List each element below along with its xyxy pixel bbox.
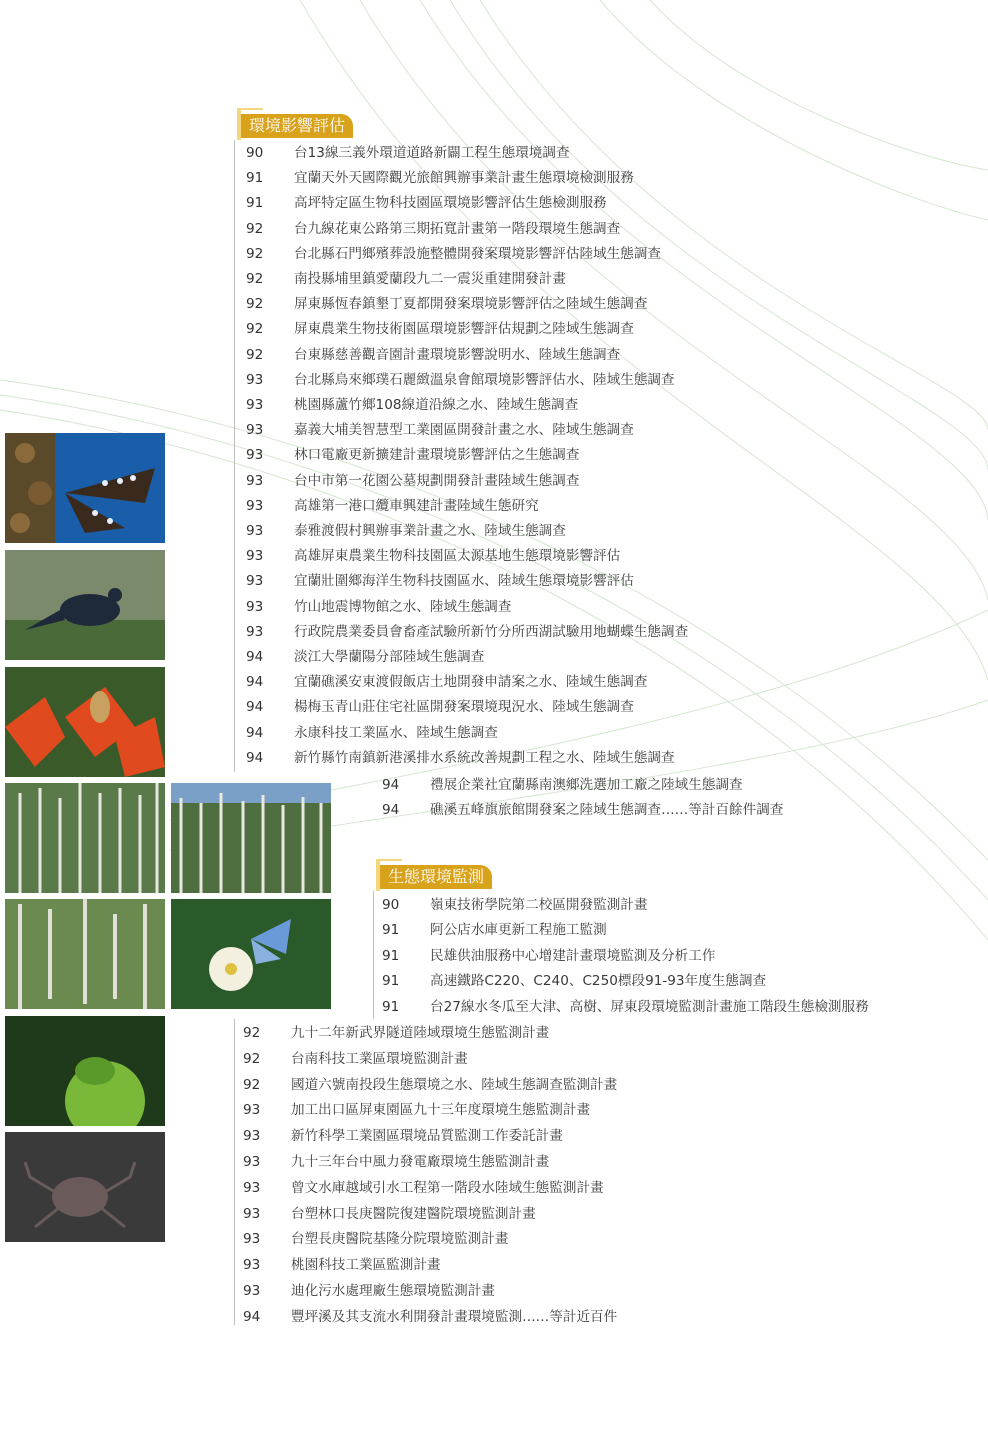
- dead-trees-photo-3: [5, 899, 165, 1009]
- list-item: [243, 1124, 563, 1149]
- project-title: 南投縣埔里鎮愛蘭段九二一震災重建開發計畫: [294, 271, 566, 287]
- list-item: [246, 469, 579, 494]
- project-year: 92: [246, 321, 264, 338]
- list-item: [243, 1279, 495, 1304]
- project-year: 92: [243, 1025, 261, 1041]
- list-item: [243, 1176, 604, 1201]
- project-year: 91: [246, 195, 264, 212]
- project-title: 台北縣烏來鄉璞石麗緻溫泉會館環境影響評估水、陸域生態調查: [294, 371, 675, 388]
- list-item: [246, 569, 634, 594]
- list-item: [243, 1202, 536, 1227]
- list-item: [382, 944, 715, 969]
- project-year: 91: [382, 973, 400, 990]
- list-item: [243, 1073, 617, 1098]
- project-title: 台九線花東公路第三期拓寬計畫第一階段環境生態調查: [294, 220, 621, 237]
- project-year: 92: [246, 271, 264, 287]
- project-title: 台塑林口長庚醫院復建醫院環境監測計畫: [291, 1205, 536, 1222]
- project-title: 屏東農業生物技術園區環境影響評估規劃之陸域生態調查: [294, 321, 634, 338]
- project-year: 92: [246, 346, 264, 363]
- butterfly-photo: [5, 433, 165, 543]
- project-year: 94: [246, 674, 264, 691]
- crab-photo: [5, 1132, 165, 1242]
- list-item: [243, 1150, 549, 1175]
- project-year: 91: [382, 922, 400, 939]
- list-item: [246, 217, 620, 242]
- list-item: [246, 418, 634, 443]
- list-item: [246, 393, 578, 418]
- project-title: 台13線三義外環道道路新闢工程生態環境調查: [294, 145, 570, 161]
- project-title: 行政院農業委員會畜產試驗所新竹分所西湖試驗用地蝴蝶生態調查: [294, 623, 689, 640]
- list-item: [382, 893, 648, 918]
- project-year: 93: [246, 371, 264, 388]
- project-title: 民雄供油服務中心增建計畫環境監測及分析工作: [430, 947, 716, 964]
- project-year: 93: [246, 397, 264, 413]
- dead-trees-photo-1: [5, 783, 165, 893]
- project-year: 92: [246, 296, 264, 313]
- project-year: 92: [246, 245, 264, 262]
- list-item: [246, 141, 570, 166]
- project-title: 禮展企業社宜蘭縣南澳鄉洗選加工廠之陸域生態調查: [430, 777, 743, 793]
- project-year: 94: [246, 699, 264, 716]
- project-title: 曾文水庫越域引水工程第一階段水陸域生態監測計畫: [291, 1179, 604, 1196]
- list-item: [246, 519, 566, 544]
- project-title: 台中市第一花園公墓規劃開發計畫陸域生態調查: [294, 472, 580, 489]
- project-title: 台南科技工業區環境監測計畫: [291, 1050, 468, 1067]
- list-item: [246, 494, 539, 519]
- project-year: 90: [246, 145, 264, 161]
- project-title: 桃園科技工業區監測計畫: [291, 1257, 441, 1274]
- list-item: [246, 191, 607, 216]
- project-year: 94: [246, 649, 264, 665]
- list-item: [246, 443, 579, 468]
- project-year: 93: [246, 598, 264, 615]
- section-heading-monitoring: 生態環境監測: [380, 865, 492, 889]
- project-title: 高雄第一港口纜車興建計畫陸域生態研究: [294, 497, 539, 514]
- project-year: 93: [243, 1102, 261, 1119]
- project-year: 93: [243, 1205, 261, 1222]
- project-title: 宜蘭礁溪安東渡假飯店土地開發申請案之水、陸域生態調查: [294, 674, 648, 691]
- list-item: [382, 969, 766, 994]
- project-title: 九十三年台中風力發電廠環境生態監測計畫: [291, 1154, 550, 1170]
- project-title: 台塑長庚醫院基隆分院環境監測計畫: [291, 1231, 509, 1248]
- project-year: 93: [246, 623, 264, 640]
- project-year: 93: [243, 1179, 261, 1196]
- project-title: 迪化污水處理廠生態環境監測計畫: [291, 1283, 495, 1299]
- project-year: 93: [246, 548, 264, 565]
- project-title: 高速鐵路C220、C240、C250標段91-93年度生態調查: [430, 973, 767, 990]
- project-year: 94: [246, 724, 264, 741]
- project-year: 92: [243, 1076, 261, 1093]
- section-rule-monitoring-lower: [234, 1019, 235, 1325]
- project-year: 91: [382, 998, 400, 1015]
- list-item: [246, 695, 634, 720]
- project-title: 竹山地震博物館之水、陸域生態調查: [294, 598, 512, 615]
- list-item: [246, 317, 634, 342]
- section-heading-eia: 環境影響評估: [241, 114, 353, 138]
- project-title: 淡江大學蘭陽分部陸域生態調查: [294, 649, 485, 665]
- list-item: [246, 166, 634, 191]
- project-year: 91: [382, 947, 400, 964]
- project-title: 楊梅玉青山莊住宅社區開發案環境現況水、陸域生態調查: [294, 699, 634, 716]
- list-item: [246, 242, 661, 267]
- list-item: [243, 1227, 509, 1252]
- section-rule-eia: [234, 140, 235, 772]
- project-title: 高坪特定區生物科技園區環境影響評估生態檢測服務: [294, 195, 607, 212]
- list-item: [382, 918, 607, 943]
- project-title: 九十二年新武界隧道陸域環境生態監測計畫: [291, 1025, 550, 1041]
- project-year: 93: [246, 573, 264, 590]
- list-item: [246, 645, 484, 670]
- section-rule-monitoring-upper: [373, 891, 374, 1019]
- project-year: 90: [382, 897, 400, 913]
- project-year: 94: [246, 749, 264, 766]
- project-year: 94: [382, 777, 400, 793]
- project-year: 91: [246, 170, 264, 187]
- list-item: [243, 1021, 549, 1046]
- project-title: 台北縣石門鄉殯葬設施整體開發案環境影響評估陸域生態調查: [294, 245, 662, 262]
- pheasant-photo: [5, 550, 165, 660]
- project-title: 國道六號南投段生態環境之水、陸域生態調查監測計畫: [291, 1076, 618, 1093]
- list-item: [243, 1047, 468, 1072]
- list-item: [243, 1098, 590, 1123]
- project-year: 93: [246, 447, 264, 464]
- list-item: [246, 595, 512, 620]
- list-item: [246, 544, 620, 569]
- project-year: 93: [243, 1231, 261, 1248]
- list-item: [382, 798, 783, 823]
- project-title: 桃園縣蘆竹鄉108線道沿線之水、陸域生態調查: [294, 397, 579, 413]
- project-title: 豐坪溪及其支流水利開發計畫環境監測……等計近百件: [291, 1308, 618, 1325]
- project-year: 93: [243, 1283, 261, 1299]
- project-title: 台東縣慈善觀音園計畫環境影響說明水、陸域生態調查: [294, 346, 621, 363]
- project-title: 礁溪五峰旗旅館開發案之陸域生態調查……等計百餘件調查: [430, 802, 784, 819]
- dead-trees-photo-2: [171, 783, 331, 893]
- list-item: [246, 620, 688, 645]
- project-year: 93: [243, 1154, 261, 1170]
- project-title: 加工出口區屏東園區九十三年度環境生態監測計畫: [291, 1102, 591, 1119]
- project-year: 92: [246, 220, 264, 237]
- project-title: 林口電廠更新擴建計畫環境影響評估之生態調查: [294, 447, 580, 464]
- list-item: [246, 670, 647, 695]
- list-item: [243, 1253, 441, 1278]
- list-item: [246, 267, 566, 292]
- project-title: 新竹科學工業園區環境品質監測工作委託計畫: [291, 1128, 563, 1145]
- project-year: 93: [246, 422, 264, 439]
- list-item: [246, 721, 498, 746]
- green-bug-photo: [5, 1016, 165, 1126]
- project-year: 92: [243, 1050, 261, 1067]
- project-year: 93: [243, 1128, 261, 1145]
- list-item: [382, 995, 869, 1020]
- project-title: 泰雅渡假村興辦事業計畫之水、陸域生態調查: [294, 523, 566, 539]
- project-year: 93: [246, 472, 264, 489]
- project-year: 93: [246, 523, 264, 539]
- project-title: 阿公店水庫更新工程施工監測: [430, 922, 607, 939]
- project-year: 94: [382, 802, 400, 819]
- list-item: [246, 343, 620, 368]
- project-title: 嘉義大埔美智慧型工業園區開發計畫之水、陸域生態調查: [294, 422, 634, 439]
- blue-butterfly-flower-photo: [171, 899, 331, 1009]
- list-item: [382, 773, 743, 798]
- list-item: [246, 746, 675, 771]
- flower-bird-photo: [5, 667, 165, 777]
- project-title: 台27線水冬瓜至大津、高樹、屏東段環境監測計畫施工階段生態檢測服務: [430, 998, 869, 1015]
- list-item: [246, 292, 647, 317]
- project-title: 嶺東技術學院第二校區開發監測計畫: [430, 897, 648, 913]
- project-title: 宜蘭天外天國際觀光旅館興辦事業計畫生態環境檢測服務: [294, 170, 634, 187]
- project-year: 93: [246, 497, 264, 514]
- project-title: 宜蘭壯圍鄉海洋生物科技園區水、陸域生態環境影響評估: [294, 573, 634, 590]
- project-title: 高雄屏東農業生物科技園區太源基地生態環境影響評估: [294, 548, 621, 565]
- list-item: [243, 1305, 617, 1330]
- project-title: 新竹縣竹南鎮新港溪排水系統改善規劃工程之水、陸域生態調查: [294, 749, 675, 766]
- project-title: 永康科技工業區水、陸域生態調查: [294, 724, 498, 741]
- project-year: 93: [243, 1257, 261, 1274]
- project-title: 屏東縣恆春鎮墾丁夏都開發案環境影響評估之陸域生態調查: [294, 296, 648, 313]
- project-year: 94: [243, 1308, 261, 1325]
- list-item: [246, 368, 675, 393]
